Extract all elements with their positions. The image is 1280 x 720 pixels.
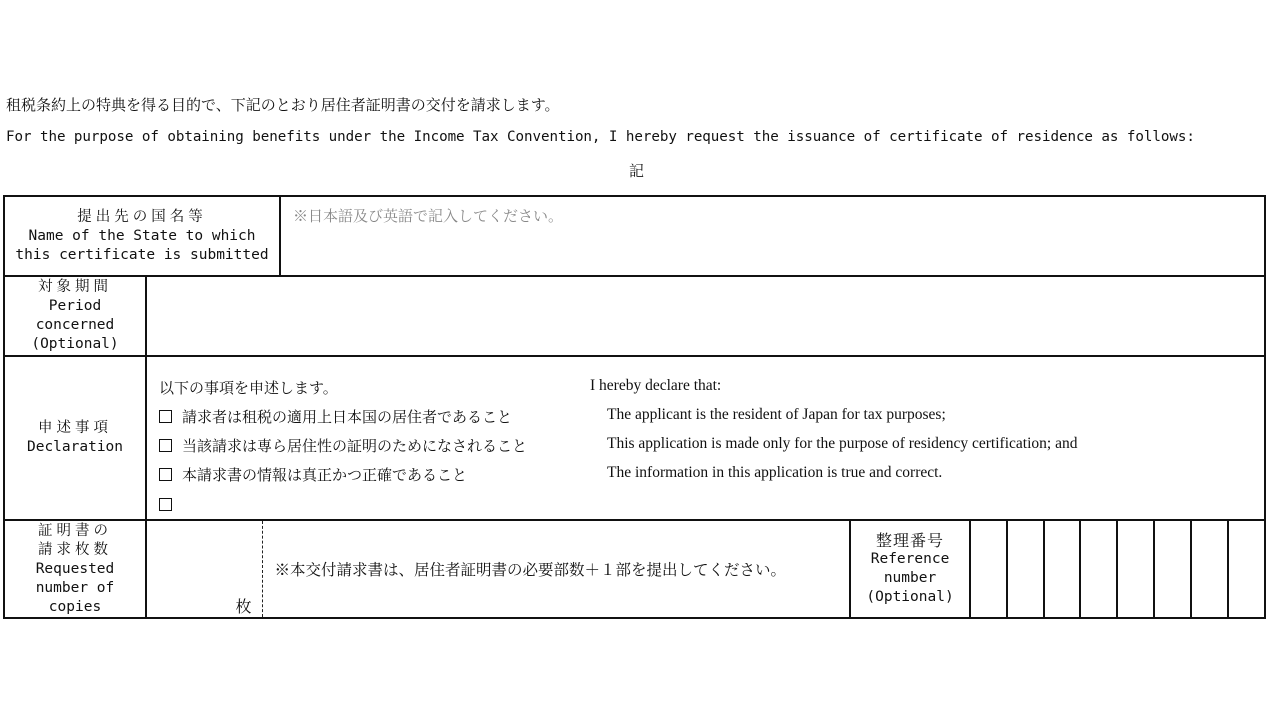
reference-digit-box[interactable] [1044, 520, 1081, 618]
reference-digit-box[interactable] [1228, 520, 1265, 618]
declaration-label-ja: 申述事項 [38, 420, 112, 436]
residence-certificate-form [3, 195, 1266, 619]
copies-label-en-3: copies [48, 598, 102, 615]
copies-label-en-2: number of [35, 579, 115, 596]
state-name-label-ja: 提出先の国名等 [77, 208, 207, 225]
state-name-note: ※日本語及び英語で記入してください。 [293, 207, 564, 225]
state-name-label-en-2: this certificate is submitted [15, 246, 269, 263]
declaration-label [4, 356, 146, 520]
period-label-en-1: Period [48, 298, 102, 314]
state-name-field[interactable] [280, 196, 1264, 276]
reference-label-ja: 整理番号 [876, 531, 945, 550]
reference-label-en-3: (Optional) [866, 589, 954, 605]
declaration-checkbox-4[interactable] [159, 498, 172, 511]
copies-label [4, 520, 146, 618]
period-label-en-3: (Optional) [31, 336, 119, 352]
declaration-heading-en: I hereby declare that: [590, 377, 722, 394]
period-field[interactable] [146, 276, 1265, 356]
declaration-label-en: Declaration [26, 439, 124, 455]
reference-digit-box[interactable] [970, 520, 1007, 618]
declaration-checkbox-1[interactable] [159, 410, 172, 423]
reference-number-label [850, 520, 970, 618]
reference-label-en-2: number [883, 570, 937, 586]
declaration-heading-ja: 以下の事項を申述します。 [159, 379, 338, 397]
declaration-item-2 [159, 435, 527, 456]
copies-field[interactable] [146, 520, 262, 618]
state-name-label-en-1: Name of the State to which [28, 227, 256, 244]
declaration-item-2-en: This application is made only for the purpose of residency certification; and [607, 435, 1078, 452]
declaration-checkbox-2[interactable] [159, 439, 172, 452]
period-label-en-2: concerned [35, 317, 115, 333]
reference-digit-box[interactable] [1191, 520, 1228, 618]
reference-digit-box[interactable] [1154, 520, 1191, 618]
declaration-item-2-ja: 当該請求は専ら居住性の証明のためになされること [182, 437, 528, 455]
intro-text-ja: 租税条約上の特典を得る目的で、下記のとおり居住者証明書の交付を請求します。 [6, 96, 560, 114]
declaration-item-1-ja: 請求者は租税の適用上日本国の居住者であること [182, 408, 513, 426]
copies-label-ja-1: 証明書の [38, 522, 112, 539]
period-label [4, 276, 146, 356]
reference-label-en-1: Reference [870, 551, 950, 567]
copies-label-ja-2: 請求枚数 [38, 541, 112, 558]
period-label-ja: 対象期間 [38, 279, 112, 295]
declaration-body [146, 356, 1265, 520]
state-name-label [4, 196, 280, 276]
declaration-item-1-en: The applicant is the resident of Japan for tax purposes; [607, 406, 946, 423]
reference-digit-box[interactable] [1117, 520, 1154, 618]
declaration-item-4 [159, 496, 182, 514]
intro-text-en: For the purpose of obtaining benefits under the Income Tax Convention, I hereby request the issuance of certificate of residence as follows: [6, 129, 1195, 145]
declaration-item-1 [159, 406, 512, 427]
copies-label-en-1: Requested [35, 560, 115, 577]
declaration-item-3-ja: 本請求書の情報は真正かつ正確であること [182, 466, 468, 484]
copies-unit: 枚 [235, 597, 252, 616]
reference-digit-box[interactable] [1080, 520, 1117, 618]
copies-note: ※本交付請求書は、居住者証明書の必要部数＋１部を提出してください。 [274, 561, 787, 579]
copies-note-cell [262, 520, 850, 618]
reference-digit-box[interactable] [1007, 520, 1044, 618]
declaration-item-3-en: The information in this application is true and correct. [607, 464, 943, 481]
declaration-item-3 [159, 464, 467, 485]
declaration-checkbox-3[interactable] [159, 468, 172, 481]
ki-heading: 記 [629, 162, 645, 180]
